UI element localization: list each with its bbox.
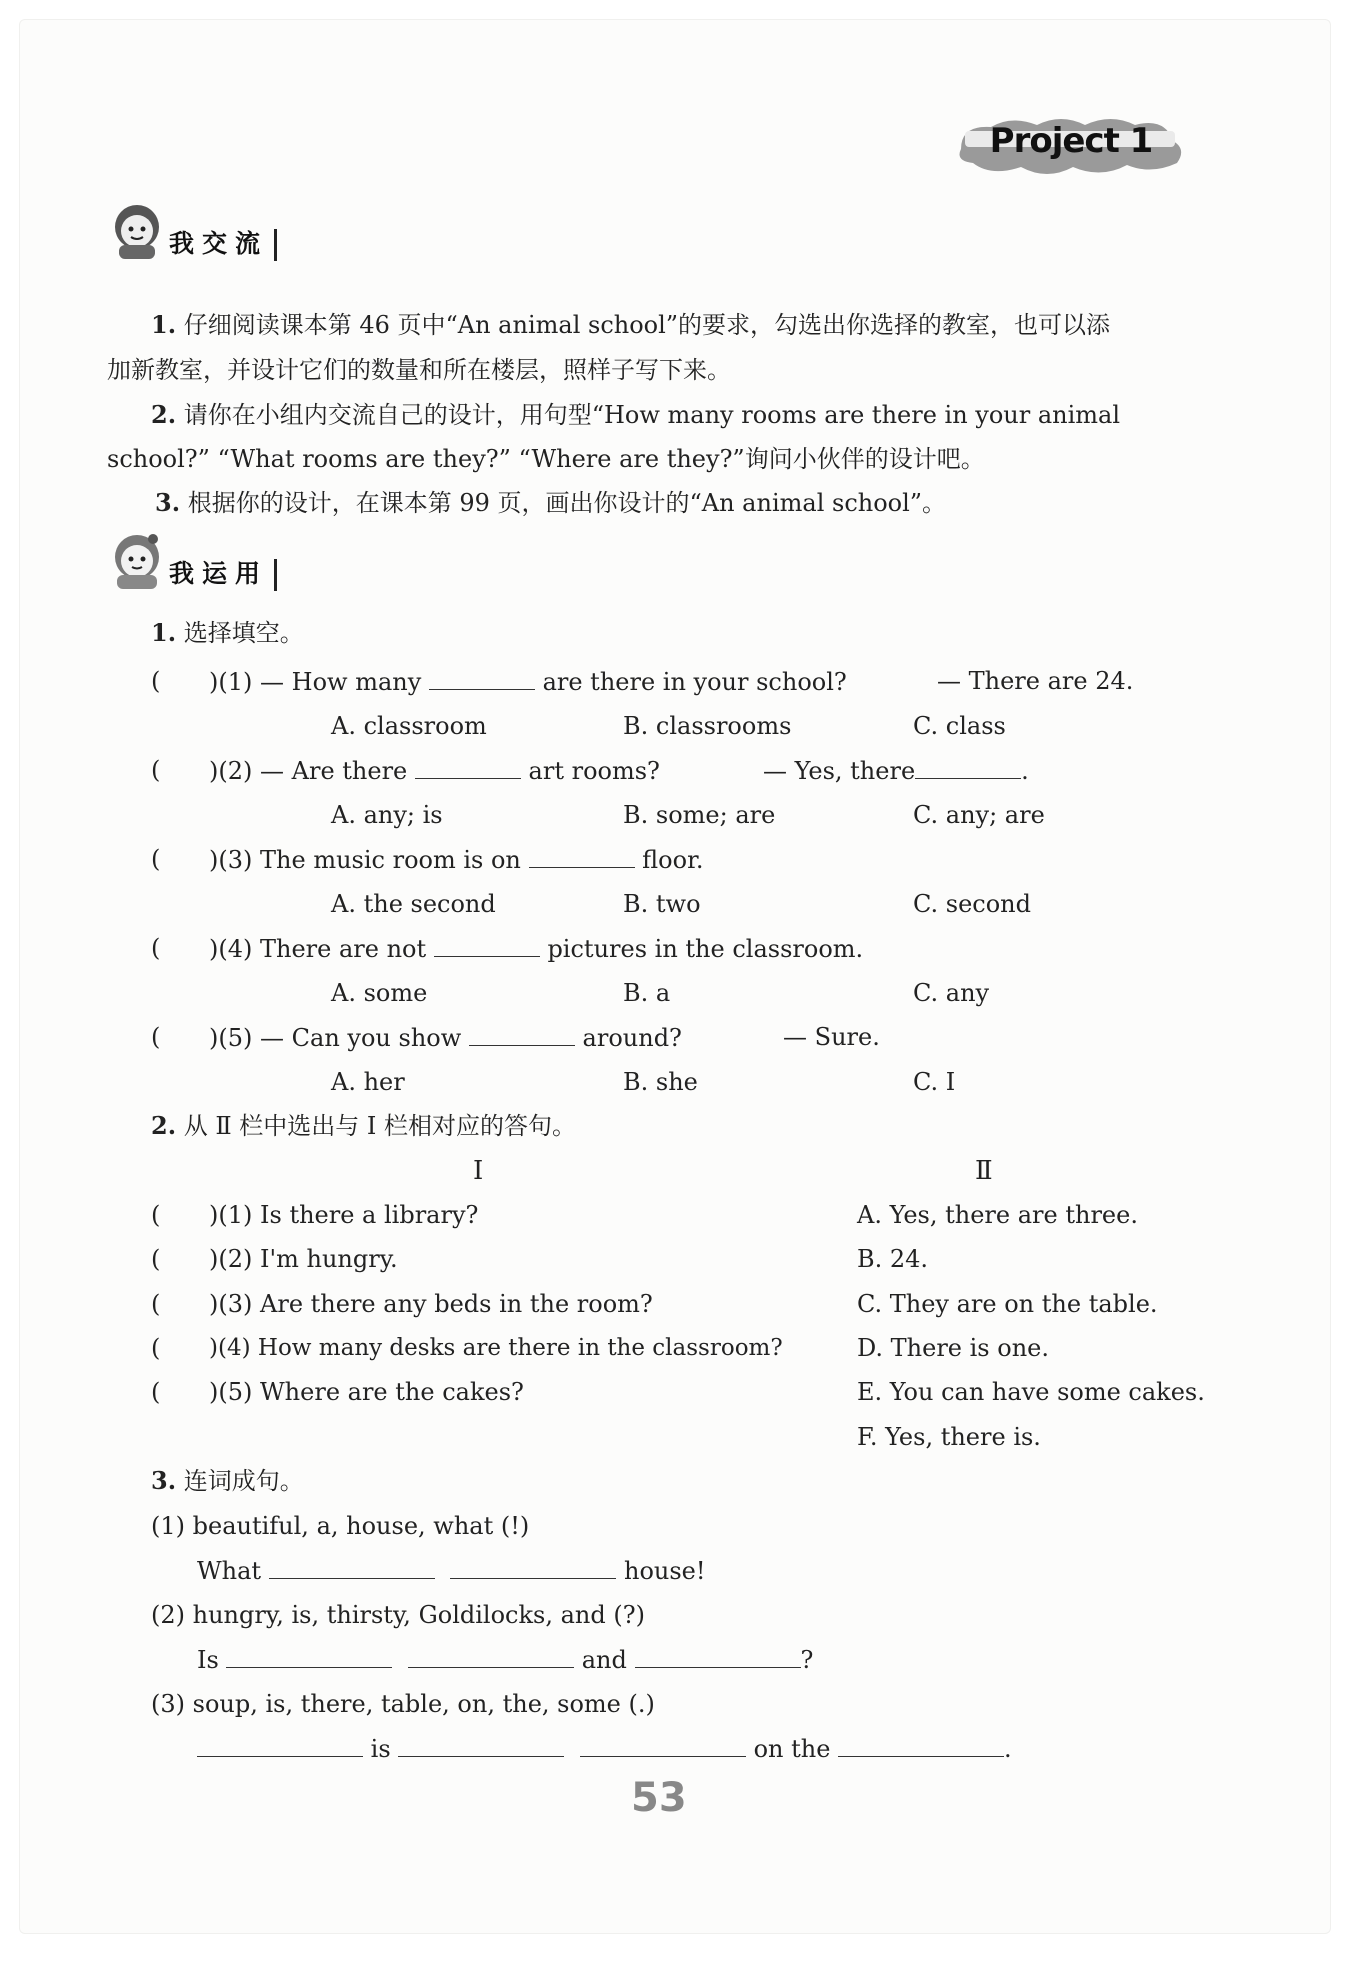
q1-item-4: )(4) There are not pictures in the classroom. <box>209 932 863 965</box>
exchange-item-2: 2. 请你在小组内交流自己的设计，用句型“How many rooms are there in your animal <box>151 400 1121 429</box>
option-b: B. two <box>623 890 701 918</box>
match-right-a: A. Yes, there are three. <box>857 1201 1138 1229</box>
match-right-f: F. Yes, there is. <box>857 1423 1041 1451</box>
q3-heading: 3. 连词成句。 <box>151 1466 304 1495</box>
option-a: A. classroom <box>331 712 487 740</box>
answer-blank[interactable] <box>580 1732 746 1757</box>
answer-blank[interactable] <box>469 1021 575 1046</box>
answer-blank[interactable] <box>226 1643 392 1668</box>
q1-item-5-tail: — Sure. <box>783 1023 880 1051</box>
option-b: B. some; are <box>623 801 776 829</box>
q3-item-2-answer: Is and ? <box>197 1643 813 1676</box>
column-i-header: Ⅰ <box>473 1156 484 1186</box>
match-left-1: )(1) Is there a library? <box>209 1201 479 1229</box>
option-a: A. the second <box>331 890 496 918</box>
match-left-4: )(4) How many desks are there in the classroom? <box>209 1335 783 1361</box>
q3-item-2-words: (2) hungry, is, thirsty, Goldilocks, and (?) <box>151 1601 645 1629</box>
option-c: C. second <box>913 890 1031 918</box>
answer-paren-open: ( <box>151 756 161 784</box>
section-apply-heading <box>107 535 277 591</box>
section-apply-title: 我运用 <box>165 559 277 591</box>
answer-blank[interactable] <box>269 1554 435 1579</box>
option-a: A. some <box>331 979 428 1007</box>
answer-paren-open: ( <box>151 1378 161 1406</box>
answer-blank[interactable] <box>529 843 635 868</box>
match-left-5: )(5) Where are the cakes? <box>209 1378 524 1406</box>
q3-item-1-words: (1) beautiful, a, house, what (!) <box>151 1512 530 1540</box>
exchange-item-2-cont: school?” “What rooms are they?” “Where are they?”询问小伙伴的设计吧。 <box>107 445 985 473</box>
match-right-d: D. There is one. <box>857 1334 1049 1362</box>
q1-item-2: )(2) — Are there art rooms? <box>209 754 660 787</box>
option-b: B. a <box>623 979 671 1007</box>
option-b: B. she <box>623 1068 698 1096</box>
q1-item-1-tail: — There are 24. <box>937 667 1134 695</box>
option-a: A. her <box>331 1068 405 1096</box>
exchange-item-1-cont: 加新教室，并设计它们的数量和所在楼层，照样子写下来。 <box>107 356 731 384</box>
match-left-3: )(3) Are there any beds in the room? <box>209 1290 653 1318</box>
answer-blank[interactable] <box>838 1732 1004 1757</box>
section-exchange-heading <box>107 205 277 261</box>
project-badge <box>951 101 1191 181</box>
answer-blank[interactable] <box>408 1643 574 1668</box>
girl-mascot-icon <box>107 531 165 591</box>
option-c: C. class <box>913 712 1006 740</box>
q1-heading: 1. 选择填空。 <box>151 618 304 647</box>
answer-paren-open: ( <box>151 845 161 873</box>
option-c: C. any; are <box>913 801 1045 829</box>
section-exchange-title: 我交流 <box>165 229 277 261</box>
exchange-item-3: 3. 根据你的设计，在课本第 99 页，画出你设计的“An animal school”。 <box>155 488 947 517</box>
answer-paren-open: ( <box>151 1201 161 1229</box>
answer-blank[interactable] <box>450 1554 616 1579</box>
column-ii-header: Ⅱ <box>975 1156 993 1186</box>
page-number: 53 <box>631 1775 687 1821</box>
answer-paren-open: ( <box>151 1334 161 1362</box>
answer-paren-open: ( <box>151 1245 161 1273</box>
answer-paren-open: ( <box>151 1023 161 1051</box>
q3-item-3-words: (3) soup, is, there, table, on, the, some (.) <box>151 1690 655 1718</box>
exchange-item-1: 1. 仔细阅读课本第 46 页中“An animal school”的要求，勾选出你选择的教室，也可以添 <box>151 310 1111 339</box>
project-label: Project 1 <box>989 121 1153 161</box>
answer-blank[interactable] <box>434 932 540 957</box>
answer-blank[interactable] <box>197 1732 363 1757</box>
option-c: C. any <box>913 979 990 1007</box>
match-right-c: C. They are on the table. <box>857 1290 1158 1318</box>
q2-heading: 2. 从 Ⅱ 栏中选出与 Ⅰ 栏相对应的答句。 <box>151 1111 577 1140</box>
q1-item-5: )(5) — Can you show around? <box>209 1021 682 1054</box>
q1-item-3: )(3) The music room is on floor. <box>209 843 704 876</box>
answer-blank[interactable] <box>398 1732 564 1757</box>
option-b: B. classrooms <box>623 712 792 740</box>
answer-paren-open: ( <box>151 1290 161 1318</box>
option-a: A. any; is <box>331 801 443 829</box>
q3-item-3-answer: is on the . <box>197 1732 1012 1765</box>
option-c: C. I <box>913 1068 956 1096</box>
answer-blank[interactable] <box>415 754 521 779</box>
workbook-page <box>19 19 1331 1934</box>
answer-paren-open: ( <box>151 667 161 695</box>
answer-paren-open: ( <box>151 934 161 962</box>
q3-item-1-answer: What house! <box>197 1554 706 1587</box>
boy-mascot-icon <box>107 201 165 261</box>
match-left-2: )(2) I'm hungry. <box>209 1245 398 1273</box>
match-right-e: E. You can have some cakes. <box>857 1378 1205 1406</box>
answer-blank[interactable] <box>635 1643 801 1668</box>
answer-blank[interactable] <box>429 665 535 690</box>
q1-item-2-tail: — Yes, there . <box>763 754 1029 787</box>
match-right-b: B. 24. <box>857 1245 929 1273</box>
answer-blank[interactable] <box>915 754 1021 779</box>
q1-item-1: )(1) — How many are there in your school? <box>209 665 847 698</box>
